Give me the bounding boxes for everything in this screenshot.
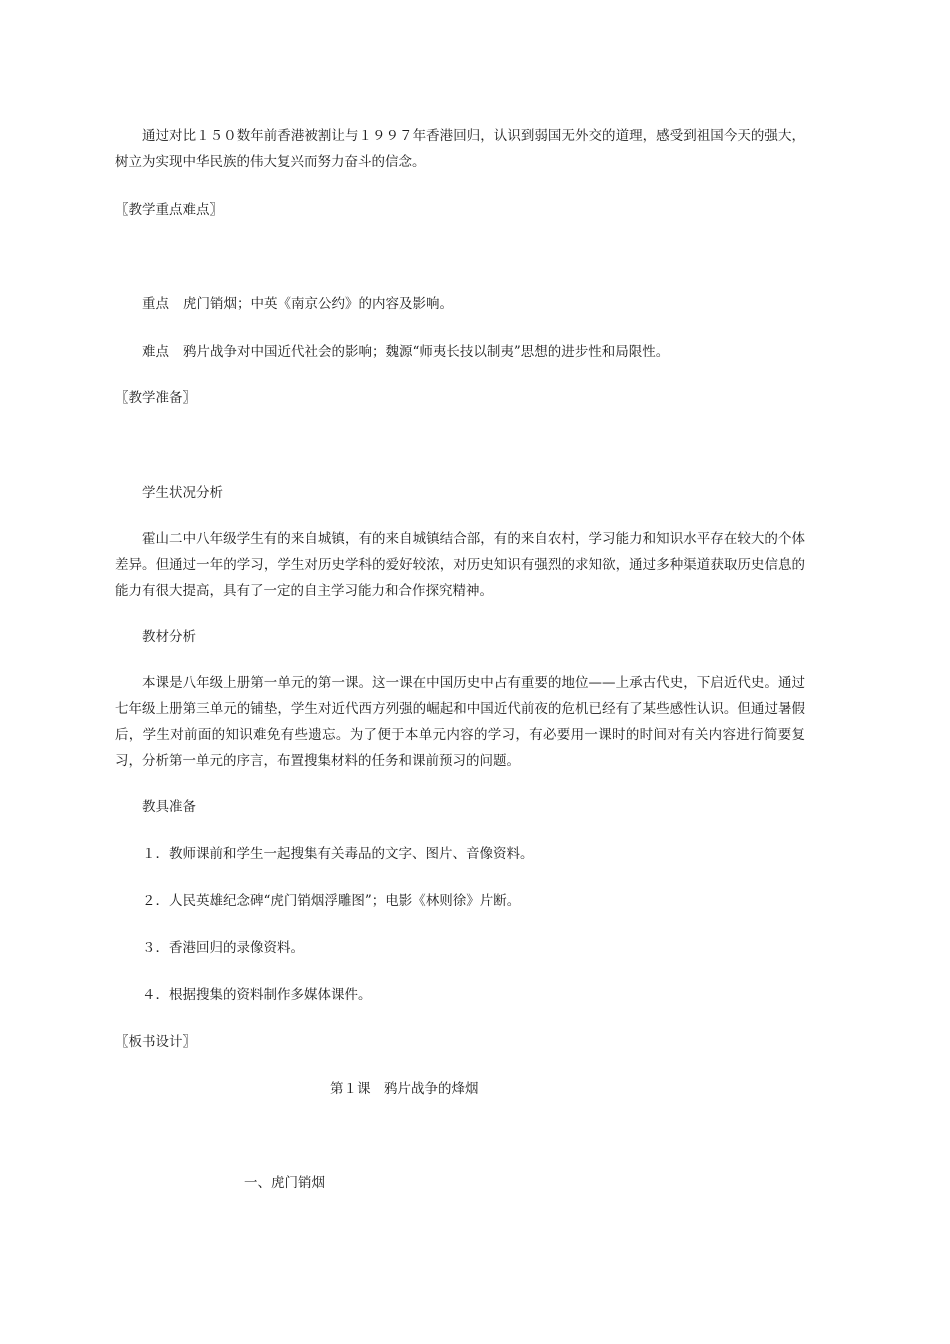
- textbook-analysis-paragraph: 本课是八年级上册第一单元的第一课。这一课在中国历史中占有重要的地位——上承古代史，下启近代史。通过七年级上册第三单元的铺垫，学生对近代西方列强的崛起和中国近代前夜的危机已经有了某些感性认识。但通过暑假后，学生对前面的知识难免有些遗忘。为了便于本单元内容的学习，有必要用一课时的时间对有关内容进行简要复习，分析第一单元的序言，布置搜集材料的任务和课前预习的问题。: [115, 675, 805, 769]
- lesson-title: 第１课 鸦片战争的烽烟: [330, 1081, 479, 1097]
- key-point-label: 重点: [142, 296, 169, 312]
- student-analysis-title: 学生状况分析: [142, 485, 223, 501]
- student-analysis-paragraph: 霍山二中八年级学生有的来自城镇，有的来自城镇结合部，有的来自农村，学习能力和知识水平存在较大的个体差异。但通过一年的学习，学生对历史学科的爱好较浓，对历史知识有强烈的求知欲，通过多种渠道获取历史信息的能力有很大提高，具有了一定的自主学习能力和合作探究精神。: [115, 531, 805, 599]
- heading-key-points: 〖教学重点难点〗: [115, 202, 223, 218]
- teaching-tool-item: ３．香港回归的录像资料。: [142, 940, 304, 956]
- board-subtitle: 一、虎门销烟: [244, 1175, 325, 1191]
- teaching-tool-item: ２．人民英雄纪念碑“虎门销烟浮雕图”；电影《林则徐》片断。: [142, 893, 521, 909]
- teaching-tool-item: １．教师课前和学生一起搜集有关毒品的文字、图片、音像资料。: [142, 846, 534, 862]
- key-point-text: 虎门销烟；中英《南京公约》的内容及影响。: [183, 296, 453, 312]
- heading-preparation: 〖教学准备〗: [115, 390, 196, 406]
- difficult-point-label: 难点: [142, 344, 169, 360]
- difficult-point-text: 鸦片战争对中国近代社会的影响；魏源“师夷长技以制夷”思想的进步性和局限性。: [183, 344, 670, 360]
- teaching-tool-item: ４．根据搜集的资料制作多媒体课件。: [142, 987, 372, 1003]
- teaching-tools-title: 教具准备: [142, 799, 196, 815]
- textbook-analysis-title: 教材分析: [142, 629, 196, 645]
- key-point-line: [115, 291, 805, 317]
- difficult-point-line: [115, 339, 805, 365]
- heading-board-design: 〖板书设计〗: [115, 1034, 196, 1050]
- intro-paragraph: 通过对比１５０数年前香港被割让与１９９７年香港回归，认识到弱国无外交的道理，感受到祖国今天的强大，树立为实现中华民族的伟大复兴而努力奋斗的信念。: [115, 128, 805, 170]
